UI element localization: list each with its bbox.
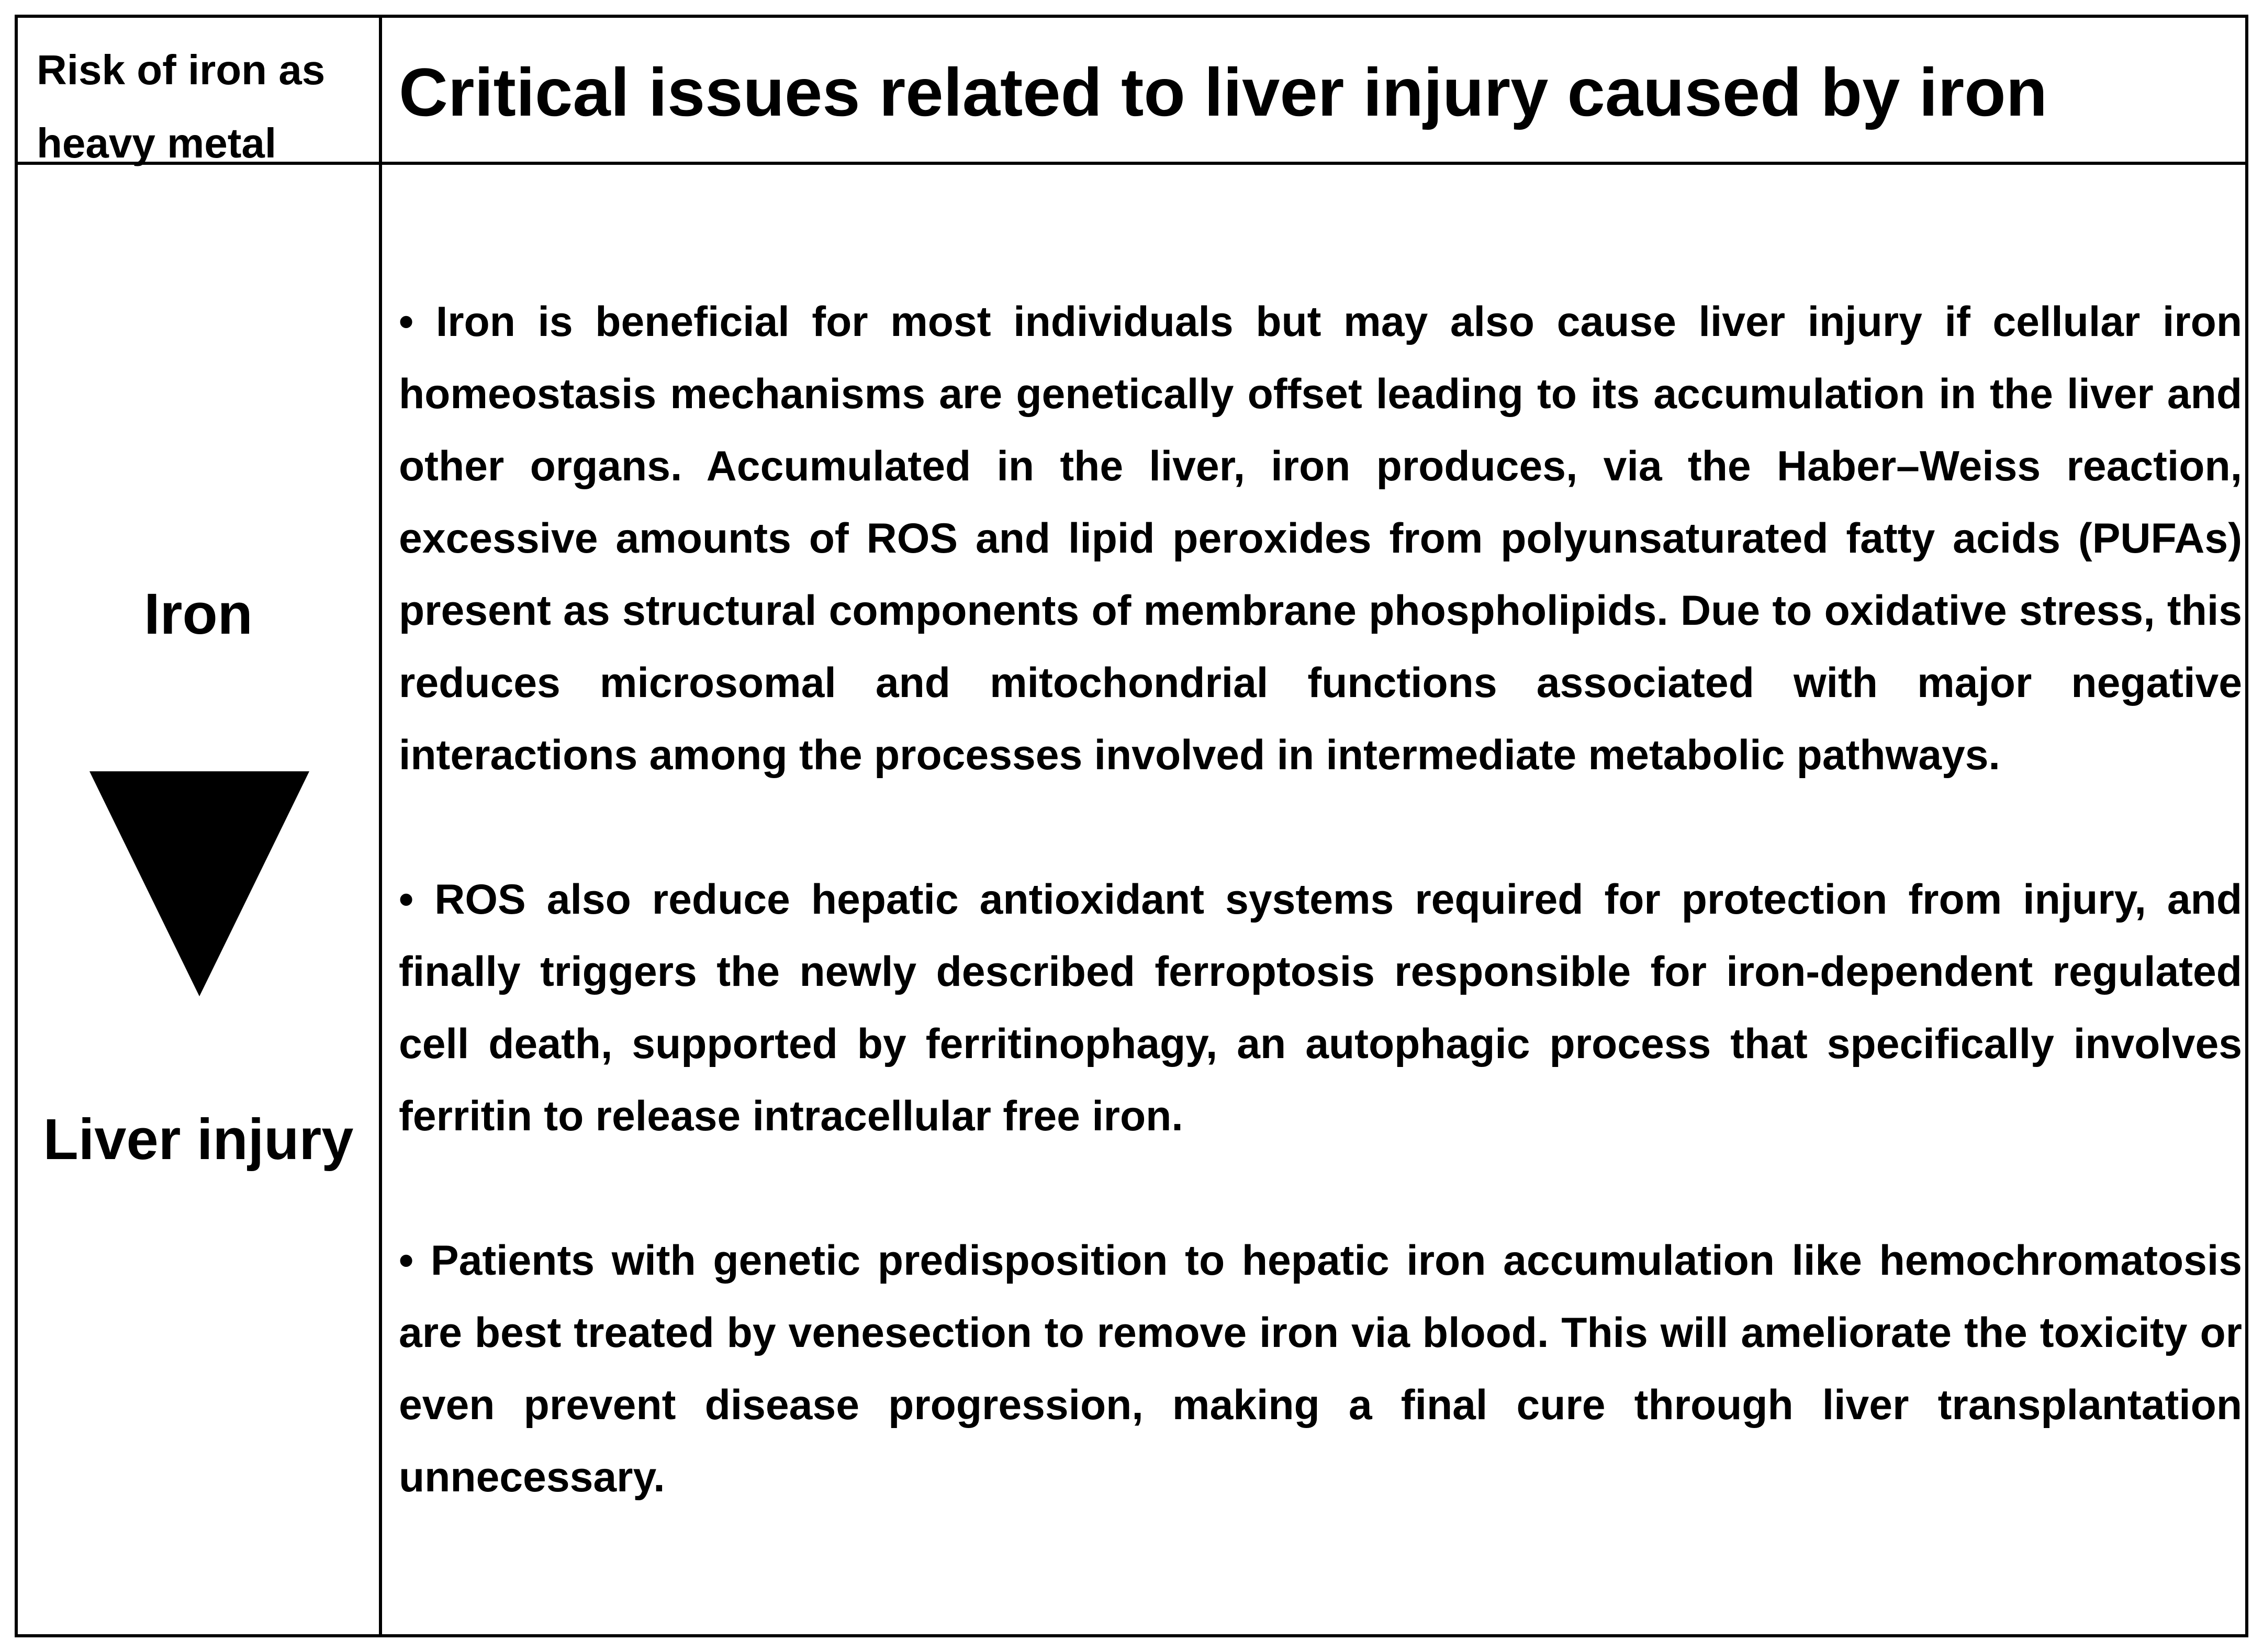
paragraph-treatment: • Patients with genetic predisposition to hepatic iron accumulation like hemochromatosis are best treated by venesection to remove iron via blood. This will ameliorate the toxicity or even prevent disease progression, making a final cure through liver transplantation unnecessary. [399,1237,2242,1501]
column-divider [379,18,382,1634]
table-title: Critical issues related to liver injury caused by iron [399,54,2048,130]
summary-table [15,15,2248,1637]
liver-injury-label: Liver injury [43,1107,354,1172]
header-left-label: Risk of iron as heavy metal [37,47,326,166]
iron-label: Iron [144,582,253,646]
paragraph-ros-ferroptosis: • ROS also reduce hepatic antioxidant systems required for protection from injury, and finally triggers the newly described ferroptosis responsible for iron-dependent regulated cell death, supported by ferritinophagy, an autophagic process that specifically involves ferritin to release intracellular free iron. [399,876,2242,1140]
paragraph-iron-accumulation: • Iron is beneficial for most individuals but may also cause liver injury if cellular iron homeostasis mechanisms are genetically offset leading to its accumulation in the liver and other organs. Accumulated in the liver, iron produces, via the Haber–Weiss reaction, excessive amounts of ROS and lipid peroxides from polyunsaturated fatty acids (PUFAs) present as structural components of membrane phospholipids. Due to oxidative stress, this reduces microsomal and mitochondrial functions associated with major negative interactions among the processes involved in intermediate metabolic pathways. [399,298,2242,779]
down-triangle-arrow-icon [89,771,309,996]
content-body [399,286,2242,1586]
